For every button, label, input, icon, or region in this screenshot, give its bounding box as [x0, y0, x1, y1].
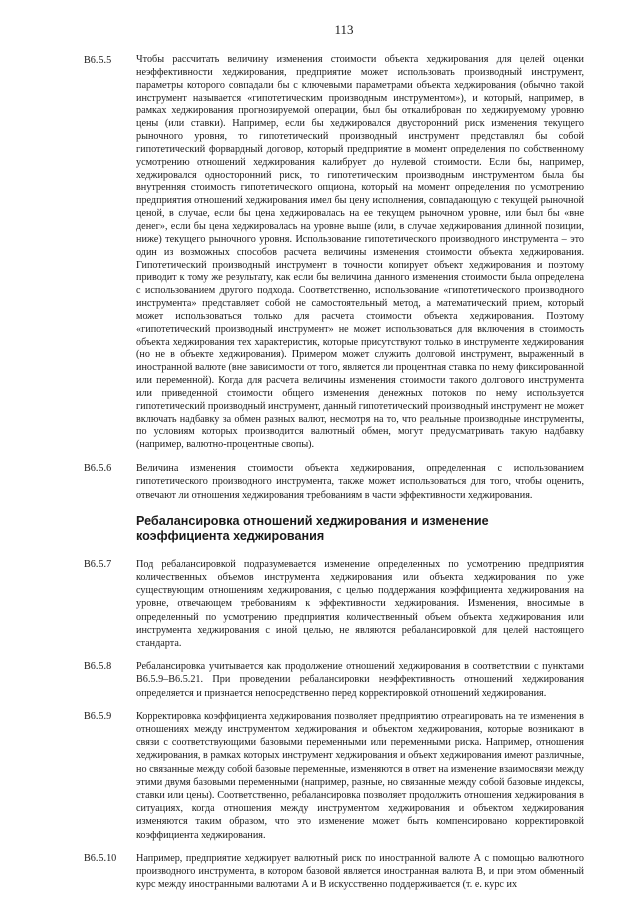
paragraph-number: B6.5.9 [84, 710, 112, 722]
paragraph-b6-5-6 [84, 462, 584, 502]
paragraph-text: Под ребалансировкой подразумевается изменение определенных по усмотрению предприятия количественных объемов инструмента хеджирования или объекта хеджирования по уже существующим отношениям хеджирования, с целью поддержания коэффициента хеджирования на уровне, отвечающем требованиям к эффективности хеджирования. Изменения, вносимые в определенный по усмотрению предприятия количественный объем объекта хеджирования или инструмента хеджирования с иной целью, не являются ребалансировкой для целей настоящего стандарта. [136, 558, 584, 649]
paragraph-number: B6.5.10 [84, 852, 117, 864]
paragraph-text: Ребалансировка учитывается как продолжение отношений хеджирования в соответствии с пунктами B6.5.9–B6.5.21. При проведении ребалансировки неэффективность отношений хеджирования определяется и признается непосредственно перед корректировкой отношений хеджирования. [136, 661, 584, 699]
paragraph-b6-5-8 [84, 660, 584, 700]
paragraph-text: Чтобы рассчитать величину изменения стоимости объекта хеджирования для целей оценки неэффективности хеджирования, предприятие может использовать производный инструмент, параметры которого совпадали бы с ключевыми параметрами объекта хеджирования (обычно такой инструмент называется «гипотетическим производным инструментом»), и который, например, в рамках хеджирования прогнозируемой операции, был бы откалиброван по хеджируемому уровню цены (или ставки). Например, если бы хеджировался двусторонний риск изменения текущего рыночного уровня, то гипотетический производный инструмент представлял бы собой гипотетический форвардный договор, который предприятие в момент определения по собственному усмотрению отношений хеджирования калибрует до нулевой стоимости. Если бы, например, хеджировался односторонний риск, то гипотетическим производным инструментом была бы внутренняя стоимость гипотетического опциона, который на момент определения по усмотрению предприятия отношений хеджирования имел бы цену исполнения, совпадающую с текущей рыночной ценой, в случае, если бы цена хеджировалась на ее текущем рыночном уровне, или был бы «вне денег», если бы цена хеджировалась на уровне выше (или, в случае хеджирования длинной позиции, ниже) текущего рыночного уровня. Использование гипотетического производного инструмента – это один из возможных способов расчета величины изменения стоимости объекта хеджирования. Гипотетический производный инструмент в точности копирует объект хеджирования и поэтому приводит к тому же результату, как если бы величина данного изменения стоимости была определена с использованием другого подхода. Соответственно, использование «гипотетического производного инструмента» представляет собой не самостоятельный метод, а математический прием, который может использоваться только для расчета стоимости объекта хеджирования. Поэтому «гипотетический производный инструмент» не может использоваться для включения в стоимость объекта хеджирования тех характеристик, которые присутствуют только в инструменте хеджирования (но не в объекте хеджирования). Примером может служить долговой инструмент, выраженный в иностранной валюте (вне зависимости от того, является ли процентная ставка по нему фиксированной или переменной). Когда для расчета величины изменения стоимости такого долгового инструмента или приведенной стоимости общего изменения денежных потоков по нему используется гипотетический производный инструмент, данный гипотетический производный инструмент не может включать надбавку за обмен разных валют, несмотря на то, что реальные производные инструменты, по условиям которых производится валютный обмен, могут предусматривать такую надбавку (например, валютно-процентные свопы). [136, 54, 584, 451]
paragraph-b6-5-7 [84, 558, 584, 650]
paragraph-b6-5-9 [84, 710, 584, 842]
paragraph-number: B6.5.7 [84, 558, 112, 570]
paragraph-number: B6.5.8 [84, 661, 112, 673]
paragraph-text: Величина изменения стоимости объекта хеджирования, определенная с использованием гипотетического производного инструмента, также может использоваться для того, чтобы оценить, отвечают ли отношения хеджирования требованиям в части эффективности хеджирования. [136, 463, 584, 501]
section-heading: Ребалансировка отношений хеджирования и изменение коэффициента хеджирования [136, 513, 489, 543]
paragraph-number: B6.5.6 [84, 463, 112, 475]
paragraph-b6-5-5 [84, 54, 584, 452]
paragraph-number: B6.5.5 [84, 55, 112, 66]
paragraph-text: Корректировка коэффициента хеджирования позволяет предприятию отреагировать на те изменения в отношениях между инструментом хеджирования и объектом хеджирования, которые возникают в связи с соответствующими базовыми переменными или переменными риска. Например, отношения хеджирования, в рамках которых инструмент хеджирования и объект хеджирования имеют различные, но связанные между собой базовые переменные, изменяются в ответ на изменение взаимосвязи между этими двумя базовыми переменными (например, разные, но связанные между собой базовые индексы, ставки или цены). Соответственно, ребалансировка позволяет продолжить отношения хеджирования в ситуациях, когда отношения между инструментом хеджирования и объектом хеджирования изменяются таким образом, что это изменение может быть компенсировано корректировкой коэффициента хеджирования. [136, 710, 584, 841]
paragraph-text: Например, предприятие хеджирует валютный риск по иностранной валюте А с помощью валютного производного инструмента, в котором базовой является иностранная валюта В, и при этом обменный курс между иностранными валютами А и В искусственно поддерживается (т. е. курс их [136, 852, 584, 891]
page-number: 113 [334, 22, 354, 37]
paragraph-b6-5-10 [84, 852, 584, 892]
